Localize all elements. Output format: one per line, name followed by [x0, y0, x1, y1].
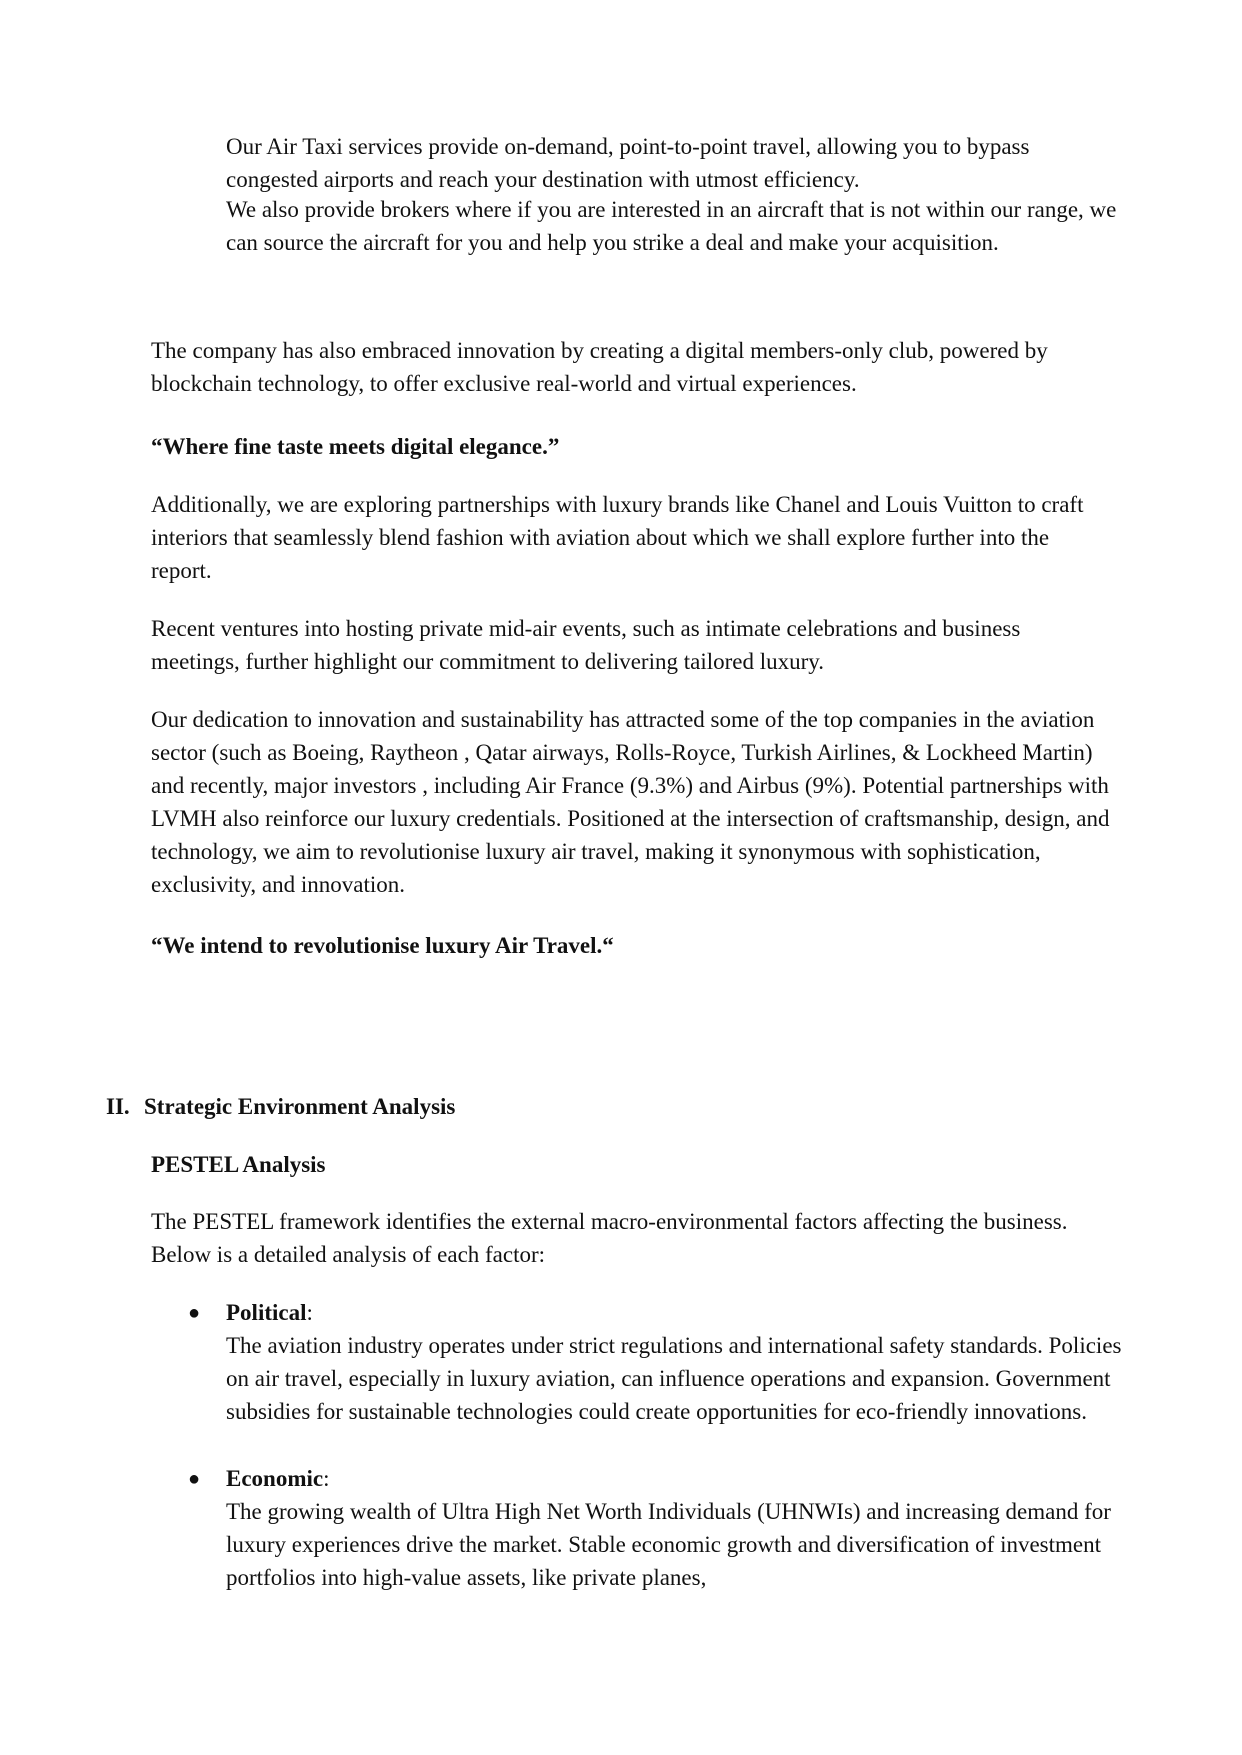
bullet-marker: ● [188, 1468, 201, 1490]
quote-revolutionise: “We intend to revolutionise luxury Air Travel.“ [151, 933, 614, 958]
bullet-title-economic [226, 1462, 330, 1495]
pestel-subheading: PESTEL Analysis [151, 1152, 326, 1177]
dedication-paragraph: Our dedication to innovation and sustainability has attracted some of the top companies in the aviation sector (such as Boeing, Raytheon , Qatar airways, Rolls-Royce, Turkish Airlines, & Lockheed Martin) and recently, major investors , including Air France (9.3%) and Airbus (9%). Potential partnerships with LVMH also reinforce our luxury credentials. Positioned at the intersection of craftsmanship, design, and technology, we aim to revolutionise luxury air travel, making it synonymous with sophistication, exclusivity, and innovation. [151, 707, 1110, 897]
bullet-marker: ● [188, 1302, 201, 1324]
bullet-title-colon: : [323, 1466, 330, 1491]
bullet-body-economic: The growing wealth of Ultra High Net Worth Individuals (UHNWIs) and increasing demand for luxury experiences drive the market. Stable economic growth and diversification of investment portfolios into high-value assets, like private planes, [226, 1499, 1111, 1590]
pestel-intro-paragraph: The PESTEL framework identifies the external macro-environmental factors affecting the business. Below is a detailed analysis of each factor: [151, 1209, 1068, 1267]
section-title: Strategic Environment Analysis [144, 1094, 456, 1119]
innovation-paragraph: The company has also embraced innovation by creating a digital members-only club, powered by blockchain technology, to offer exclusive real-world and virtual experiences. [151, 338, 1048, 396]
bullet-body-political: The aviation industry operates under strict regulations and international safety standards. Policies on air travel, especially in luxury aviation, can influence operations and expansion. Government subsidies for sustainable technologies could create opportunities for eco-friendly innovations. [226, 1333, 1122, 1424]
bullet-title-text: Economic [226, 1466, 324, 1491]
section-number: II. [106, 1094, 130, 1119]
events-paragraph: Recent ventures into hosting private mid-air events, such as intimate celebrations and business meetings, further highlight our commitment to delivering tailored luxury. [151, 616, 1021, 674]
partnerships-paragraph: Additionally, we are exploring partnerships with luxury brands like Chanel and Louis Vuitton to craft interiors that seamlessly blend fashion with aviation about which we shall explore further into the report. [151, 492, 1084, 583]
bullet-title-colon: : [306, 1300, 313, 1325]
brokers-paragraph: We also provide brokers where if you are interested in an aircraft that is not within our range, we can source the aircraft for you and help you strike a deal and make your acquisition. [226, 197, 1117, 255]
air-taxi-paragraph: Our Air Taxi services provide on-demand, point-to-point travel, allowing you to bypass congested airports and reach your destination with utmost efficiency. [226, 134, 1030, 192]
bullet-title-text: Political [226, 1300, 307, 1325]
bullet-title-political [226, 1296, 313, 1329]
quote-digital-elegance: “Where fine taste meets digital elegance.” [151, 434, 560, 459]
